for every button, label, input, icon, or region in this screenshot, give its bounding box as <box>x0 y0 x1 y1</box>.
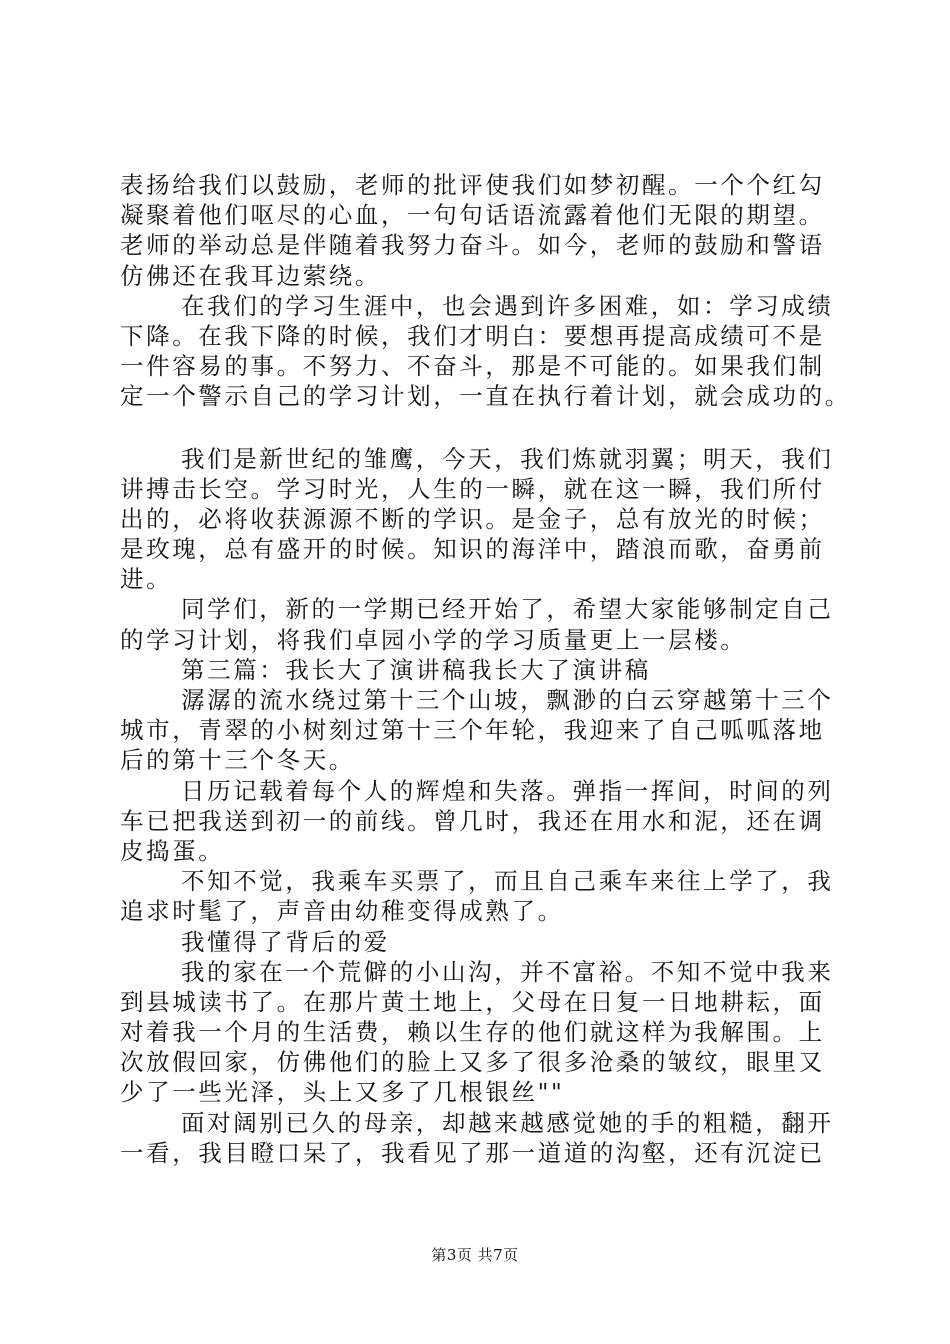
text-line: 仿佛还在我耳边萦绕。 <box>120 261 381 290</box>
text-line: 到县城读书了。在那片黄土地上，父母在日复一日地耕耘，面 <box>120 987 825 1016</box>
paragraph <box>120 957 832 1108</box>
section-title: 第三篇：我长大了演讲稿我长大了演讲稿 <box>181 655 651 684</box>
text-line: 在我们的学习生涯中，也会遇到许多困难，如：学习成绩 <box>181 291 834 320</box>
text-line: 老师的举动总是伴随着我努力奋斗。如今，老师的鼓励和警语 <box>120 231 825 260</box>
text-line: 表扬给我们以鼓励，老师的批评使我们如梦初醒。一个个红勾 <box>120 171 825 199</box>
text-line: 对着我一个月的生活费，赖以生存的他们就这样为我解围。上 <box>120 1018 825 1047</box>
text-line: 我的家在一个荒僻的小山沟，并不富裕。不知不觉中我来 <box>181 957 834 986</box>
text-line: 凝聚着他们呕尽的心血，一句句话语流露着他们无限的期望。 <box>120 201 825 230</box>
text-line: 潺潺的流水绕过第十三个山坡，飘渺的白云穿越第十三个 <box>181 686 834 714</box>
paragraph <box>120 1108 832 1168</box>
text-line: 面对阔别已久的母亲，却越来越感觉她的手的粗糙，翻开 <box>181 1108 834 1137</box>
paragraph <box>120 776 832 867</box>
page-footer <box>0 1245 950 1265</box>
text-line: 车已把我送到初一的前线。曾几时，我还在用水和泥，还在调 <box>120 806 825 835</box>
text-line: 不知不觉，我乘车买票了，而且自己乘车来往上学了，我 <box>181 867 834 896</box>
text-line: 一件容易的事。不努力、不奋斗，那是不可能的。如果我们制 <box>120 352 825 381</box>
text-line: 出的，必将收获源源不断的学识。是金子，总有放光的时候； <box>120 504 825 533</box>
paragraph-gap <box>120 412 832 444</box>
text-line: 定一个警示自己的学习计划，一直在执行着计划，就会成功的。 <box>120 382 851 411</box>
text-line: 城市，青翠的小树刻过第十三个年轮，我迎来了自己呱呱落地 <box>120 716 825 745</box>
text-line: 次放假回家，仿佛他们的脸上又多了很多沧桑的皱纹，眼里又 <box>120 1048 825 1077</box>
text-line: 一看，我目瞪口呆了，我看见了那一道道的沟壑，还有沉淀已 <box>120 1138 825 1167</box>
text-line: 后的第十三个冬天。 <box>120 746 355 775</box>
paragraph <box>120 594 832 654</box>
text-line: 日历记载着每个人的辉煌和失落。弹指一挥间，时间的列 <box>181 776 834 805</box>
text-line: 追求时髦了，声音由幼稚变得成熟了。 <box>120 897 564 926</box>
text-line: 是玫瑰，总有盛开的时候。知识的海洋中，踏浪而歌，奋勇前 <box>120 535 825 564</box>
text-line: 同学们，新的一学期已经开始了，希望大家能够制定自己 <box>181 595 834 624</box>
text-line: 进。 <box>120 565 173 594</box>
text-line: 少了一些光泽，头上又多了几根银丝"" <box>120 1078 565 1107</box>
paragraph <box>120 291 851 412</box>
paragraph <box>120 170 832 291</box>
page-number: 第3页 共7页 <box>431 1246 519 1264</box>
section-heading <box>120 655 832 685</box>
text-line: 皮捣蛋。 <box>120 836 225 865</box>
text-line: 讲搏击长空。学习时光，人生的一瞬，就在这一瞬，我们所付 <box>120 474 825 503</box>
text-line: 下降。在我下降的时候，我们才明白：要想再提高成绩可不是 <box>120 321 825 350</box>
paragraph <box>120 866 832 926</box>
text-line: 的学习计划，将我们卓园小学的学习质量更上一层楼。 <box>120 625 747 654</box>
paragraph <box>120 685 832 776</box>
subheading-text: 我懂得了背后的爱 <box>181 927 390 956</box>
paragraph <box>120 444 832 595</box>
text-line: 我们是新世纪的雏鹰，今天，我们炼就羽翼；明天，我们 <box>181 444 834 473</box>
document-body <box>120 170 851 1168</box>
subheading <box>120 927 832 957</box>
